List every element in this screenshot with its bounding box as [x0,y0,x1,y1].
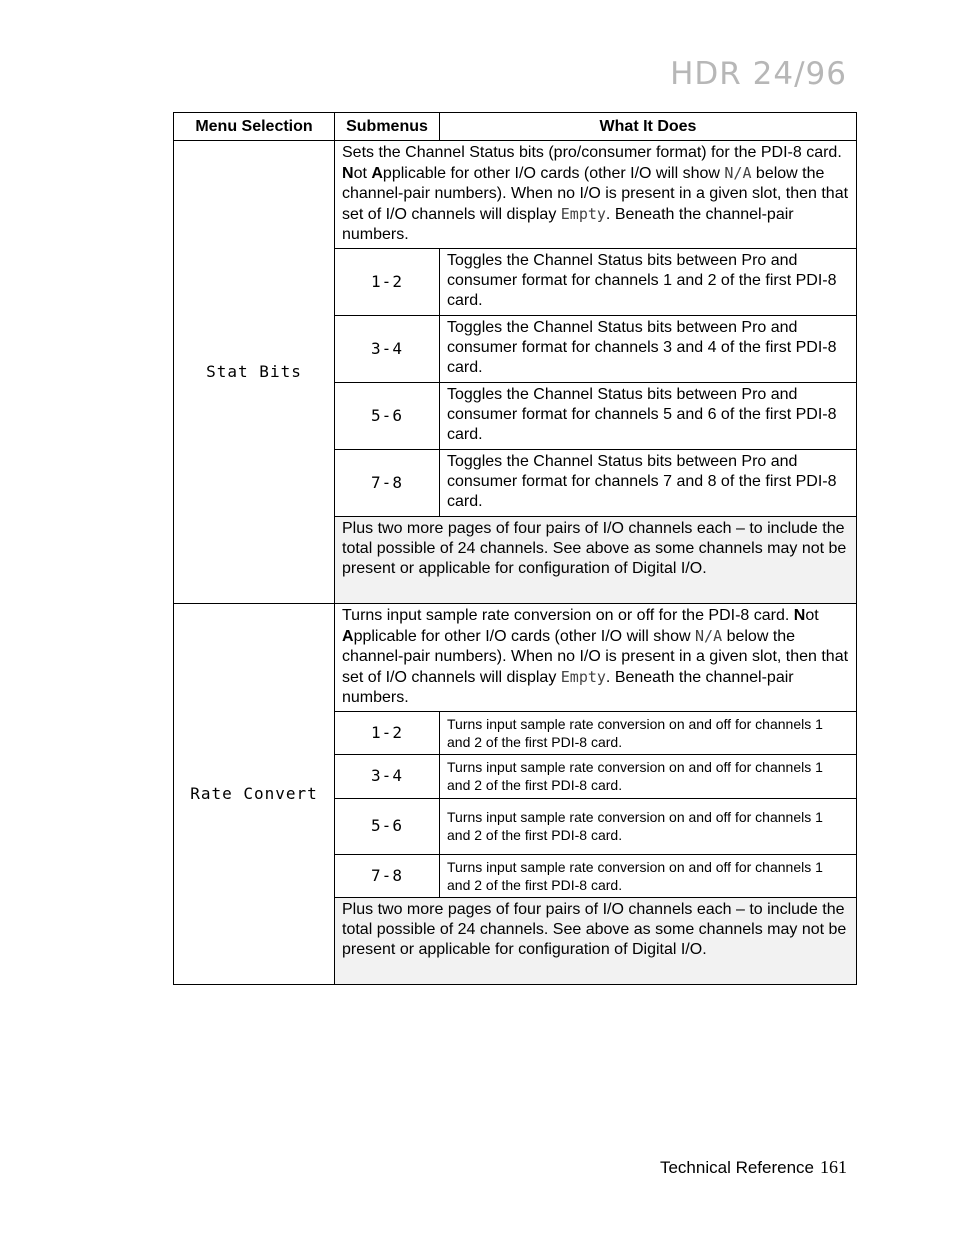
intro-text: . Beneath the channel-pair numbers. [342,669,794,706]
column-header-menu-selection: Menu Selection [174,113,335,141]
intro-text: ot [353,165,372,182]
intro-bold-letter: A [342,628,354,645]
submenu-cell: 7-8 [335,450,440,517]
section-intro [335,141,857,249]
submenu-cell: 1-2 [335,249,440,316]
page-header-title: HDR 24/96 [670,56,847,92]
description-cell: Toggles the Channel Status bits between Pro and consumer format for channels 1 and 2 of the first PDI-8 card. [440,249,857,316]
column-header-submenus: Submenus [335,113,440,141]
description-cell: Toggles the Channel Status bits between Pro and consumer format for channels 5 and 6 of the first PDI-8 card. [440,383,857,450]
intro-bold-letter: N [793,607,806,624]
section-intro [335,604,857,712]
intro-text: ot [805,607,819,624]
intro-mono-value: Empty [560,205,606,223]
page-footer [660,1157,847,1178]
submenu-cell: 1-2 [335,712,440,755]
intro-text: Sets the Channel Status bits (pro/consumer format) for the PDI-8 card. [342,144,842,161]
section-note: Plus two more pages of four pairs of I/O channels each – to include the total possible of 24 channels. See above as some channels may not be present or applicable for configuration of Digital I/O. [335,517,857,604]
intro-mono-value: Empty [560,668,606,686]
intro-text: below the channel-pair numbers). When no I/O is present in a given slot, then that set of I/O channels will display [342,628,849,686]
description-cell: Toggles the Channel Status bits between Pro and consumer format for channels 7 and 8 of the first PDI-8 card. [440,450,857,517]
submenu-cell: 5-6 [335,383,440,450]
description-cell: Turns input sample rate conversion on and off for channels 1 and 2 of the first PDI-8 card. [440,799,857,855]
submenu-cell: 3-4 [335,755,440,799]
section-note: Plus two more pages of four pairs of I/O channels each – to include the total possible of 24 channels. See above as some channels may not be present or applicable for configuration of Digital I/O. [335,898,857,985]
intro-text: Turns input sample rate conversion on or off for the PDI-8 card. [342,607,794,624]
table-row [174,604,857,712]
intro-text: below the channel-pair numbers). When no I/O is present in a given slot, then that set of I/O channels will display [342,165,849,223]
intro-bold-letter: A [371,165,383,182]
intro-text: pplicable for other I/O cards (other I/O will show [353,628,696,645]
intro-text: pplicable for other I/O cards (other I/O will show [382,165,725,182]
menu-selection-cell: Rate Convert [174,604,335,985]
footer-section-title: Technical Reference [659,1158,814,1177]
menu-reference-table [173,112,857,985]
page-number: 161 [820,1157,847,1177]
table-row [174,141,857,249]
submenu-cell: 7-8 [335,855,440,898]
column-header-what-it-does: What It Does [440,113,857,141]
description-cell: Turns input sample rate conversion on and off for channels 1 and 2 of the first PDI-8 card. [440,712,857,755]
intro-mono-value: N/A [695,627,723,645]
intro-bold-letter: N [342,165,354,182]
menu-selection-cell: Stat Bits [174,141,335,604]
table-header-row [174,113,857,141]
description-cell: Toggles the Channel Status bits between Pro and consumer format for channels 3 and 4 of the first PDI-8 card. [440,316,857,383]
description-cell: Turns input sample rate conversion on and off for channels 1 and 2 of the first PDI-8 card. [440,755,857,799]
intro-text: . Beneath the channel-pair numbers. [342,206,794,243]
description-cell: Turns input sample rate conversion on and off for channels 1 and 2 of the first PDI-8 card. [440,855,857,898]
submenu-cell: 5-6 [335,799,440,855]
submenu-cell: 3-4 [335,316,440,383]
intro-mono-value: N/A [724,164,752,182]
